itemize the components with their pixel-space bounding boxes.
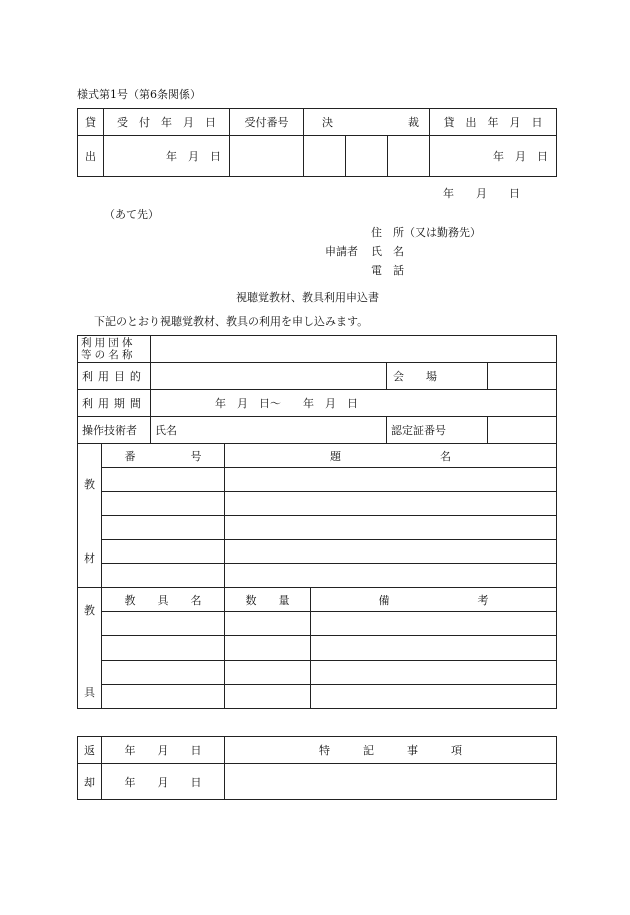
equipment-quantity-cell[interactable] [225,612,311,636]
period-label: 利用期間 [78,390,151,417]
material-number-cell[interactable] [102,468,225,492]
equipment-name-cell[interactable] [102,684,225,708]
equipment-char-top: 教 [84,604,95,617]
group-name-label-2: 等の名称 [81,349,136,361]
special-notes-field[interactable] [225,764,557,800]
reception-date-header: 受 付 年 月 日 [104,109,230,136]
lending-char-top: 貸 [78,109,104,136]
equipment-quantity-cell[interactable] [225,684,311,708]
reception-date-field[interactable]: 年 月 日 [104,136,230,177]
equipment-name-cell[interactable] [102,612,225,636]
group-name-field[interactable] [151,336,557,363]
materials-char-top: 教 [84,478,95,491]
materials-char-bottom: 材 [84,552,95,565]
purpose-field[interactable] [151,363,387,390]
material-number-cell[interactable] [102,564,225,588]
applicant-label: 申請者 [325,245,358,258]
material-number-cell[interactable] [102,492,225,516]
equipment-remarks-cell[interactable] [311,660,557,684]
intro-text: 下記のとおり視聴覚教材、教具の利用を申し込みます。 [94,315,369,328]
title-header: 題 名 [225,444,557,468]
return-char-top: 返 [78,737,102,764]
equipment-remarks-cell[interactable] [311,684,557,708]
venue-label: 会 場 [387,363,488,390]
return-char-bottom: 却 [78,764,102,800]
equipment-remarks-cell[interactable] [311,612,557,636]
quantity-header: 数 量 [225,588,311,612]
receipt-table [77,108,557,177]
application-table [77,335,557,709]
application-date: 年 月 日 [443,187,520,200]
number-header: 番 号 [102,444,225,468]
return-table [77,736,557,800]
material-title-cell[interactable] [225,564,557,588]
group-name-label [78,336,151,363]
cert-number-field[interactable] [488,417,557,444]
material-title-cell[interactable] [225,468,557,492]
equipment-char-bottom: 具 [84,686,95,699]
operator-label: 操作技術者 [78,417,151,444]
equipment-quantity-cell[interactable] [225,636,311,660]
approval-stamp-2[interactable] [346,136,388,177]
operator-name-field[interactable]: 氏名 [151,417,387,444]
venue-field[interactable] [488,363,557,390]
form-title: 視聴覚教材、教具利用申込書 [236,291,379,304]
material-number-cell[interactable] [102,540,225,564]
purpose-label: 利用目的 [78,363,151,390]
group-name-label-1: 利用団体 [81,337,136,349]
approval-header [304,109,430,136]
equipment-side-label [78,588,102,709]
approval-stamp-3[interactable] [388,136,430,177]
materials-side-label [78,444,102,588]
material-number-cell[interactable] [102,516,225,540]
applicant-phone: 電 話 [371,264,404,277]
material-title-cell[interactable] [225,516,557,540]
lending-date-header: 貸 出 年 月 日 [430,109,557,136]
reception-number-field[interactable] [230,136,304,177]
return-date-header: 年 月 日 [102,737,225,764]
item-name-header: 教 具 名 [102,588,225,612]
applicant-name: 氏 名 [371,245,404,258]
remarks-header: 備 考 [311,588,557,612]
reception-number-header: 受付番号 [230,109,304,136]
applicant-address: 住 所（又は勤務先） [371,226,481,239]
equipment-name-cell[interactable] [102,660,225,684]
period-field[interactable]: 年 月 日〜 年 月 日 [151,390,557,417]
approval-char-1: 決 [322,116,333,129]
cert-number-label: 認定証番号 [387,417,488,444]
equipment-remarks-cell[interactable] [311,636,557,660]
equipment-name-cell[interactable] [102,636,225,660]
form-number: 様式第1号（第6条関係） [77,88,201,101]
material-title-cell[interactable] [225,492,557,516]
approval-stamp-1[interactable] [304,136,346,177]
equipment-quantity-cell[interactable] [225,660,311,684]
approval-char-2: 裁 [408,116,419,129]
lending-char-bottom: 出 [78,136,104,177]
lending-date-field[interactable]: 年 月 日 [430,136,557,177]
special-notes-header: 特 記 事 項 [225,737,557,764]
addressee: （あて先） [104,208,159,221]
material-title-cell[interactable] [225,540,557,564]
return-date-field[interactable]: 年 月 日 [102,764,225,800]
